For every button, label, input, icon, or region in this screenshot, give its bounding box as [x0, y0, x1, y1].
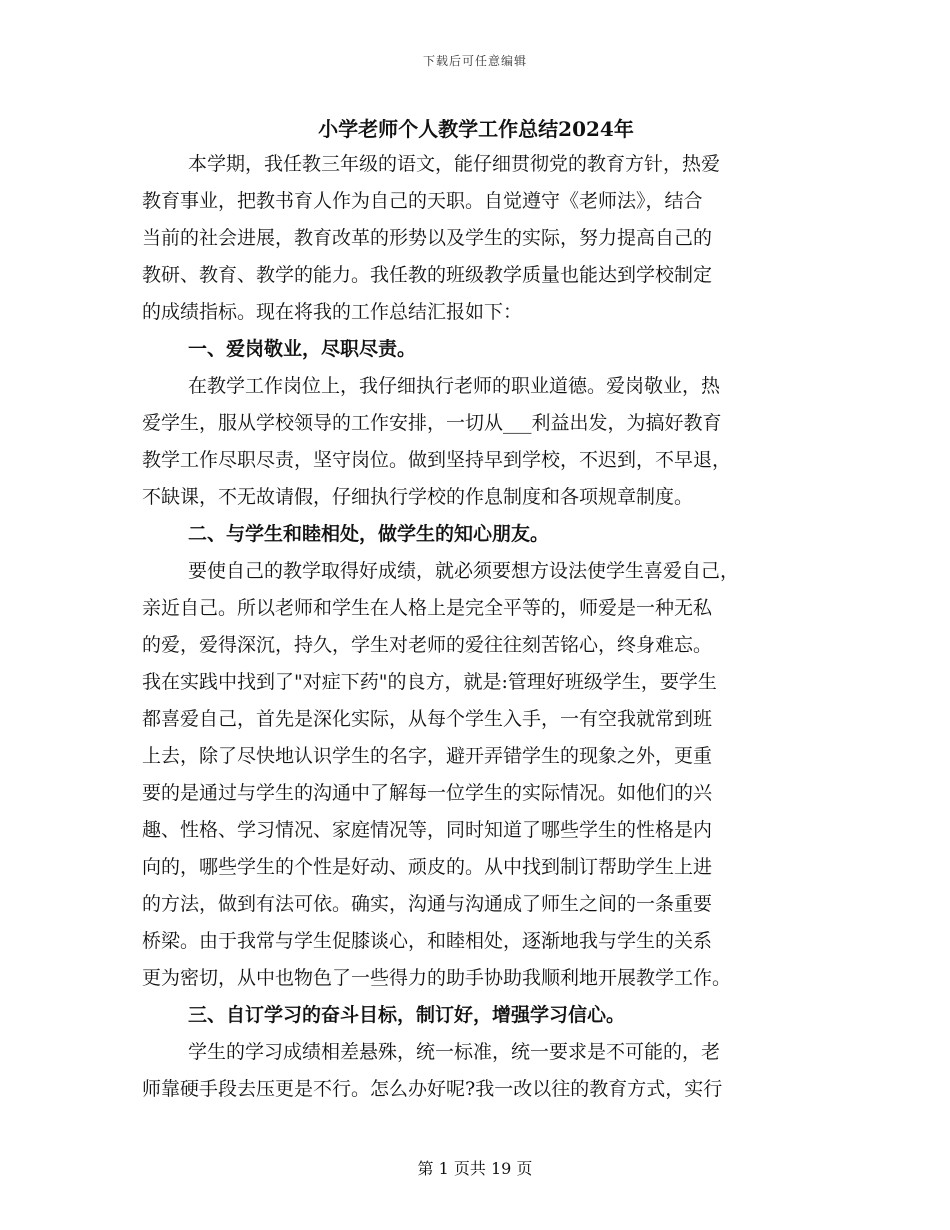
text-line: 的成绩指标。现在将我的工作总结汇报如下：: [142, 301, 523, 323]
text-line: 上去，除了尽快地认识学生的名字，避开弄错学生的现象之外，更重: [142, 745, 713, 767]
section-heading: 一、爱岗敬业，尽职尽责。: [188, 338, 417, 360]
text-line: 更为密切，从中也物色了一些得力的助手协助我顺利地开展教学工作。: [142, 967, 732, 989]
text-line: 教学工作尽职尽责，坚守岗位。做到坚持早到学校，不迟到，不早退，: [142, 449, 732, 471]
text-line: 的爱，爱得深沉，持久，学生对老师的爱往往刻苦铭心，终身难忘。: [142, 634, 713, 656]
text-line: 桥梁。由于我常与学生促膝谈心，和睦相处，逐渐地我与学生的关系: [142, 930, 713, 952]
page-header: 下载后可任意编辑: [422, 54, 527, 68]
document-title: 小学老师个人教学工作总结2024年: [318, 117, 634, 141]
text-line: 教育事业，把教书育人作为自己的天职。自觉遵守《老师法》，结合: [142, 190, 703, 212]
text-line: 在教学工作岗位上，我仔细执行老师的职业道德。爱岗敬业，热: [188, 375, 721, 397]
document-text: [142, 146, 810, 1108]
section-heading: 三、自订学习的奋斗目标，制订好，增强学习信心。: [188, 1004, 626, 1026]
text-line: 本学期，我任教三年级的语文，能仔细贯彻党的教育方针，热爱: [188, 153, 721, 175]
text-line: 的方法，做到有法可依。确实，沟通与沟通成了师生之间的一条重要: [142, 893, 713, 915]
text-line: 要的是通过与学生的沟通中了解每一位学生的实际情况。如他们的兴: [142, 782, 713, 804]
text-line: 不缺课，不无故请假，仔细执行学校的作息制度和各项规章制度。: [142, 486, 694, 508]
text-line: 学生的学习成绩相差悬殊，统一标准，统一要求是不可能的，老: [188, 1041, 721, 1063]
page-footer: 第 1 页共 19 页: [417, 1159, 533, 1178]
text-line: 当前的社会进展，教育改革的形势以及学生的实际，努力提高自己的: [142, 227, 713, 249]
section-heading: 二、与学生和睦相处，做学生的知心朋友。: [188, 523, 550, 545]
text-line: 趣、性格、学习情况、家庭情况等，同时知道了哪些学生的性格是内: [142, 819, 713, 841]
document-body: [142, 112, 810, 1108]
text-line: 教研、教育、教学的能力。我任教的班级教学质量也能达到学校制定: [142, 264, 713, 286]
text-line: 师靠硬手段去压更是不行。怎么办好呢?我一改以往的教育方式，实行: [142, 1078, 723, 1100]
text-line: 爱学生，服从学校领导的工作安排，一切从___利益出发，为搞好教育: [142, 412, 722, 434]
text-line: 亲近自己。所以老师和学生在人格上是完全平等的，师爱是一种无私: [142, 597, 713, 619]
text-line: 我在实践中找到了"对症下药"的良方，就是:管理好班级学生，要学生: [142, 671, 717, 693]
text-line: 向的，哪些学生的个性是好动、顽皮的。从中找到制订帮助学生上进: [142, 856, 713, 878]
text-line: 要使自己的教学取得好成绩，就必须要想方设法使学生喜爱自己，: [188, 560, 740, 582]
text-line: 都喜爱自己，首先是深化实际，从每个学生入手，一有空我就常到班: [142, 708, 713, 730]
